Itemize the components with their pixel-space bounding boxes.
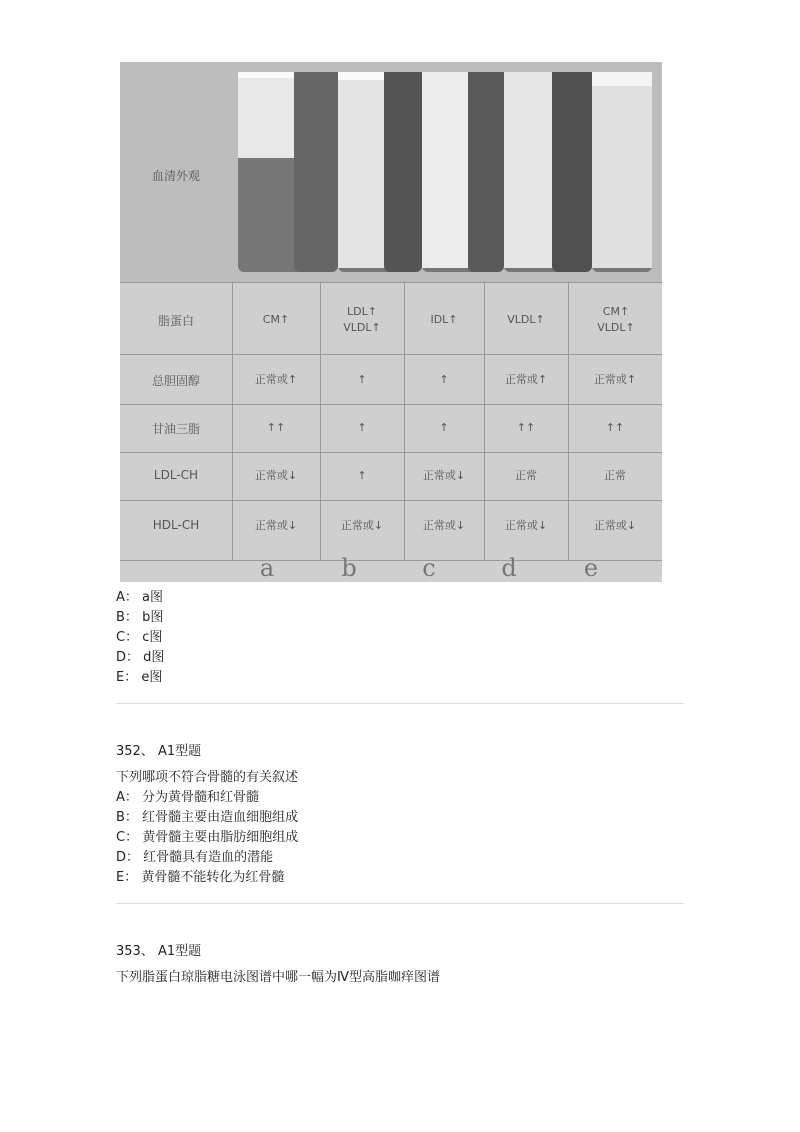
row-label-hdl: HDL-CH [152, 518, 200, 532]
cell-e-tc: 正常或↑ [593, 373, 637, 386]
divider [116, 703, 684, 704]
cell-a-tc: 正常或↑ [254, 373, 298, 386]
cell-b-ldl: ↑ [357, 469, 367, 482]
cell-d-lipoprotein: VLDL↑ [507, 313, 545, 326]
serum-tube-c2 [468, 72, 504, 272]
cell-c-hdl: 正常或↓ [422, 519, 466, 532]
row-label-tg: 甘油三脂 [151, 422, 200, 436]
cell-e-ldl: 正常 [604, 469, 626, 482]
serum-tube-e [592, 72, 652, 272]
column-label-d: d [501, 554, 517, 582]
cell-a-tg: ↑↑ [266, 421, 286, 434]
cell-b-tc: ↑ [357, 373, 367, 386]
cell-c-tc: ↑ [439, 373, 449, 386]
cell-d-tg: ↑↑ [516, 421, 536, 434]
q352-option-a: A： 分为黄骨髓和红骨髓 [116, 790, 260, 805]
column-label-a: a [259, 554, 275, 582]
cell-e-lipoprotein: CM↑ VLDL↑ [597, 305, 635, 334]
column-label-c: c [422, 554, 436, 582]
q351-option-a: A： a图 [116, 590, 164, 605]
q351-option-d: D： d图 [116, 650, 165, 665]
q352-option-b: B： 红骨髓主要由造血细胞组成 [116, 810, 299, 825]
serum-tube-a2 [294, 72, 338, 272]
cell-b-tg: ↑ [357, 421, 367, 434]
cell-b-hdl: 正常或↓ [340, 519, 384, 532]
column-label-e: e [583, 554, 599, 582]
cell-a-lipoprotein: CM↑ [262, 313, 290, 326]
q351-option-b: B： b图 [116, 610, 164, 625]
cell-d-ldl: 正常 [515, 469, 537, 482]
cell-a-ldl: 正常或↓ [254, 469, 298, 482]
q352-option-e: E： 黄骨髓不能转化为红骨髓 [116, 870, 285, 885]
cell-e-hdl: 正常或↓ [593, 519, 637, 532]
q351-option-e: E： e图 [116, 670, 163, 685]
q352-question: 下列哪项不符合骨髓的有关叙述 [116, 770, 299, 785]
serum-tube-b2 [384, 72, 422, 272]
row-label-lipoprotein: 脂蛋白 [157, 314, 194, 328]
q352-option-d: D： 红骨髓具有造血的潜能 [116, 850, 274, 865]
row-label-tc: 总胆固醇 [151, 374, 200, 388]
q351-option-c: C： c图 [116, 630, 163, 645]
cell-a-hdl: 正常或↓ [254, 519, 298, 532]
cell-d-hdl: 正常或↓ [504, 519, 548, 532]
q353-header: 353、 A1型题 [116, 944, 202, 959]
lipoprotein-figure [120, 62, 662, 582]
cell-b-lipoprotein: LDL↑ VLDL↑ [343, 305, 381, 334]
row-label-ldl: LDL-CH [153, 468, 199, 482]
cell-c-ldl: 正常或↓ [422, 469, 466, 482]
cell-c-lipoprotein: IDL↑ [430, 313, 458, 326]
q352-header: 352、 A1型题 [116, 744, 202, 759]
cell-d-tc: 正常或↑ [504, 373, 548, 386]
row-label-serum: 血清外观 [151, 169, 200, 183]
divider [116, 903, 684, 904]
serum-tube-d2 [552, 72, 592, 272]
cell-e-tg: ↑↑ [605, 421, 625, 434]
column-label-b: b [341, 554, 357, 582]
q352-option-c: C： 黄骨髓主要由脂肪细胞组成 [116, 830, 299, 845]
cell-c-tg: ↑ [439, 421, 449, 434]
q353-question: 下列脂蛋白琼脂糖电泳图谱中哪一幅为Ⅳ型高脂咖痒图谱 [116, 970, 440, 985]
